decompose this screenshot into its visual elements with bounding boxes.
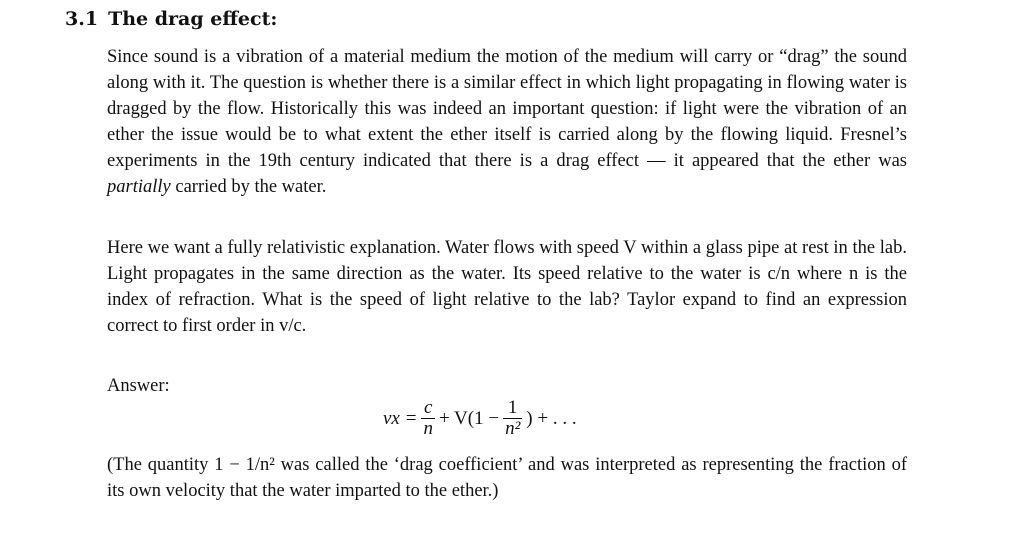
fraction-numerator: 1 <box>507 397 518 418</box>
paragraph-intro-end: carried by the water. <box>170 177 327 197</box>
paragraph-intro <box>107 44 907 200</box>
answer-label: Answer: <box>107 376 170 396</box>
section-title: The drag effect: <box>108 8 278 30</box>
paragraph-problem: Here we want a fully relativistic explanation. Water flows with speed V within a glass pipe at rest in the lab. Light propagates in the same direction as the water. Its speed relative to the water is c/n where n is the index of refraction. What is the speed of light relative to the lab? Taylor expand to find an expression correct to first order in v/c. <box>107 238 907 336</box>
fraction-denominator: n <box>423 418 433 439</box>
equation-lhs: vx = <box>383 407 418 429</box>
fraction-one-over-n-squared <box>503 398 522 439</box>
equation-tail: ) + . . . <box>526 407 577 429</box>
equation-middle: + V(1 − <box>438 407 500 429</box>
fraction-denominator: n² <box>505 418 521 439</box>
fraction-c-over-n <box>421 398 435 439</box>
drag-equation <box>383 398 577 439</box>
paragraph-intro-text: Since sound is a vibration of a material medium the motion of the medium will carry or “drag” the sound along with it. The question is whether there is a similar effect in which light propagating in flowing water is dragged by the flow. Historically this was indeed an important question: if light were the vibration of an ether the issue would be to what extent the ether itself is carried along by the flowing liquid. Fresnel’s experiments in the 19th century indicated that there is a drag effect — it appeared that the ether was <box>107 47 907 171</box>
emphasis-partially: partially <box>107 177 171 197</box>
fraction-numerator: c <box>423 397 433 418</box>
paragraph-note: (The quantity 1 − 1/n² was called the ‘drag coefficient’ and was interpreted as representing the fraction of its own velocity that the water imparted to the ether.) <box>107 455 907 501</box>
section-number: 3.1 <box>65 8 99 30</box>
section-heading <box>65 8 277 30</box>
